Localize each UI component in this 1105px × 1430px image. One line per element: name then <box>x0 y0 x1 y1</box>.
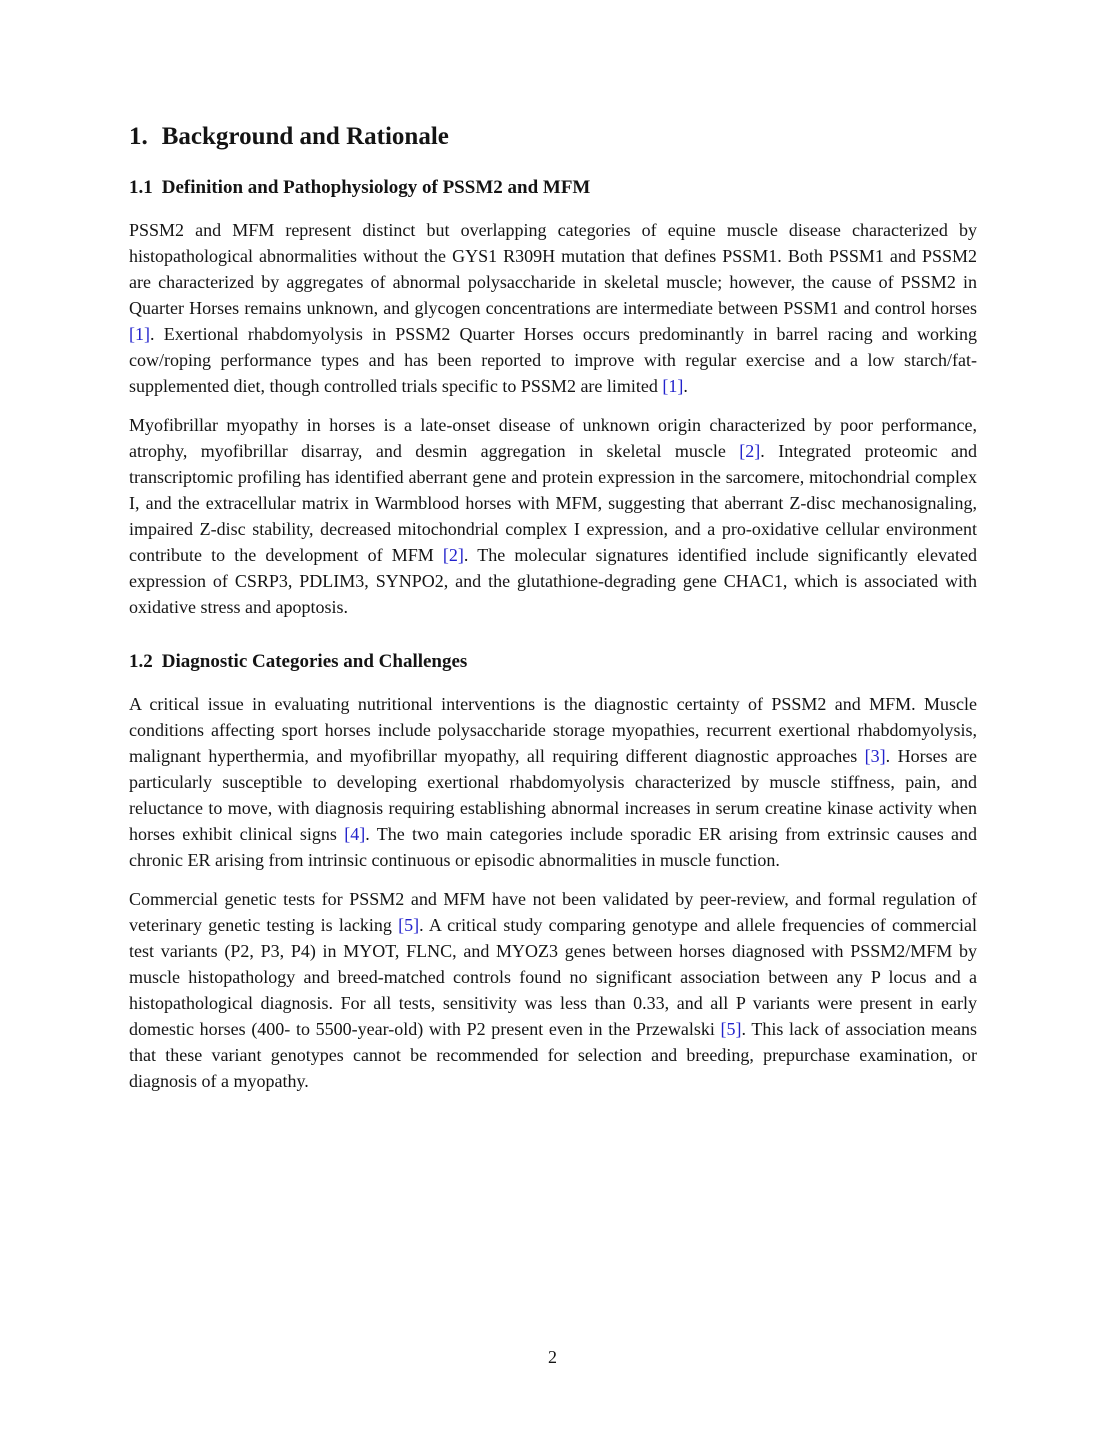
page-number: 2 <box>548 1347 557 1367</box>
citation-link[interactable]: [4] <box>344 823 366 844</box>
citation-link[interactable]: [1] <box>129 323 150 344</box>
citation-link[interactable]: [2] <box>739 440 761 461</box>
paragraph: PSSM2 and MFM represent distinct but overlapping categories of equine muscle disease characterized by histopathological abnormalities without the GYS1 R309H mutation that defines PSSM1. Both PSSM1 and PSSM2 are characterized by aggregates of abnormal polysaccharide in skeletal muscle; however, the cause of PSSM2 in Quarter Horses remains unknown, and glycogen concentrations are intermediate between PSSM1 and control horses [1]. Exertional rhabdomyolysis in PSSM2 Quarter Horses occurs predominantly in barrel racing and working cow/roping performance types and has been reported to improve with regular exercise and a low starch/fat-supplemented diet, though controlled trials specific to PSSM2 are limited [1]. <box>129 219 977 396</box>
subsection-number: 1.2 <box>129 650 153 672</box>
paragraph: A critical issue in evaluating nutritional interventions is the diagnostic certainty of PSSM2 and MFM. Muscle conditions affecting sport horses include polysaccharide storage myopathies, recurrent exertional rhabdomyolysis, malignant hyperthermia, and myofibrillar myopathy, all requiring different diagnostic approaches [3]. Horses are particularly susceptible to developing exertional rhabdomyolysis characterized by muscle stiffness, pain, and reluctance to move, with diagnosis requiring establishing abnormal increases in serum creatine kinase activity when horses exhibit clinical signs [4]. The two main categories include sporadic ER arising from extrinsic causes and chronic ER arising from intrinsic continuous or episodic abnormalities in muscle function. <box>129 693 978 870</box>
paragraph: Myofibrillar myopathy in horses is a late-onset disease of unknown origin characterized by poor performance, atrophy, myofibrillar disarray, and desmin aggregation in skeletal muscle [2]. Integrated proteomic and transcriptomic profiling has identified aberrant gene and protein expression in the sarcomere, mitochondrial complex I, and the extracellular matrix in Warmblood horses with MFM, suggesting that aberrant Z-disc mechanosignaling, impaired Z-disc stability, decreased mitochondrial complex I expression, and a pro-oxidative cellular environment contribute to the development of MFM [2]. The molecular signatures identified include significantly elevated expression of CSRP3, PDLIM3, SYNPO2, and the glutathione-degrading gene CHAC1, which is associated with oxidative stress and apoptosis. <box>129 414 977 617</box>
citation-link[interactable]: [5] <box>720 1018 742 1039</box>
subsection-title: Diagnostic Categories and Challenges <box>161 650 468 672</box>
subsection-heading-1.2 <box>129 650 977 674</box>
section-title: Background and Rationale <box>161 123 449 150</box>
subsection-title: Definition and Pathophysiology of PSSM2 and MFM <box>161 177 591 198</box>
citation-link[interactable]: [3] <box>864 745 886 766</box>
subsection-number: 1.1 <box>129 177 153 198</box>
section-heading <box>129 122 977 152</box>
citation-link[interactable]: [5] <box>398 914 420 935</box>
citation-link[interactable]: [2] <box>442 544 464 565</box>
section-number: 1. <box>129 123 148 150</box>
subsection-heading-1.1 <box>129 176 977 200</box>
document-body <box>129 176 977 1094</box>
citation-link[interactable]: [1] <box>662 375 684 396</box>
paragraph: Commercial genetic tests for PSSM2 and MFM have not been validated by peer-review, and formal regulation of veterinary genetic testing is lacking [5]. A critical study comparing genotype and allele frequencies of commercial test variants (P2, P3, P4) in MYOT, FLNC, and MYOZ3 genes between horses diagnosed with PSSM2/MFM by muscle histopathology and breed-matched controls found no significant association between any P locus and a histopathological diagnosis. For all tests, sensitivity was less than 0.33, and all P variants were present in early domestic horses (400- to 5500-year-old) with P2 present even in the Przewalski [5]. This lack of association means that these variant genotypes cannot be recommended for selection and breeding, prepurchase examination, or diagnosis of a myopathy. <box>129 888 977 1091</box>
